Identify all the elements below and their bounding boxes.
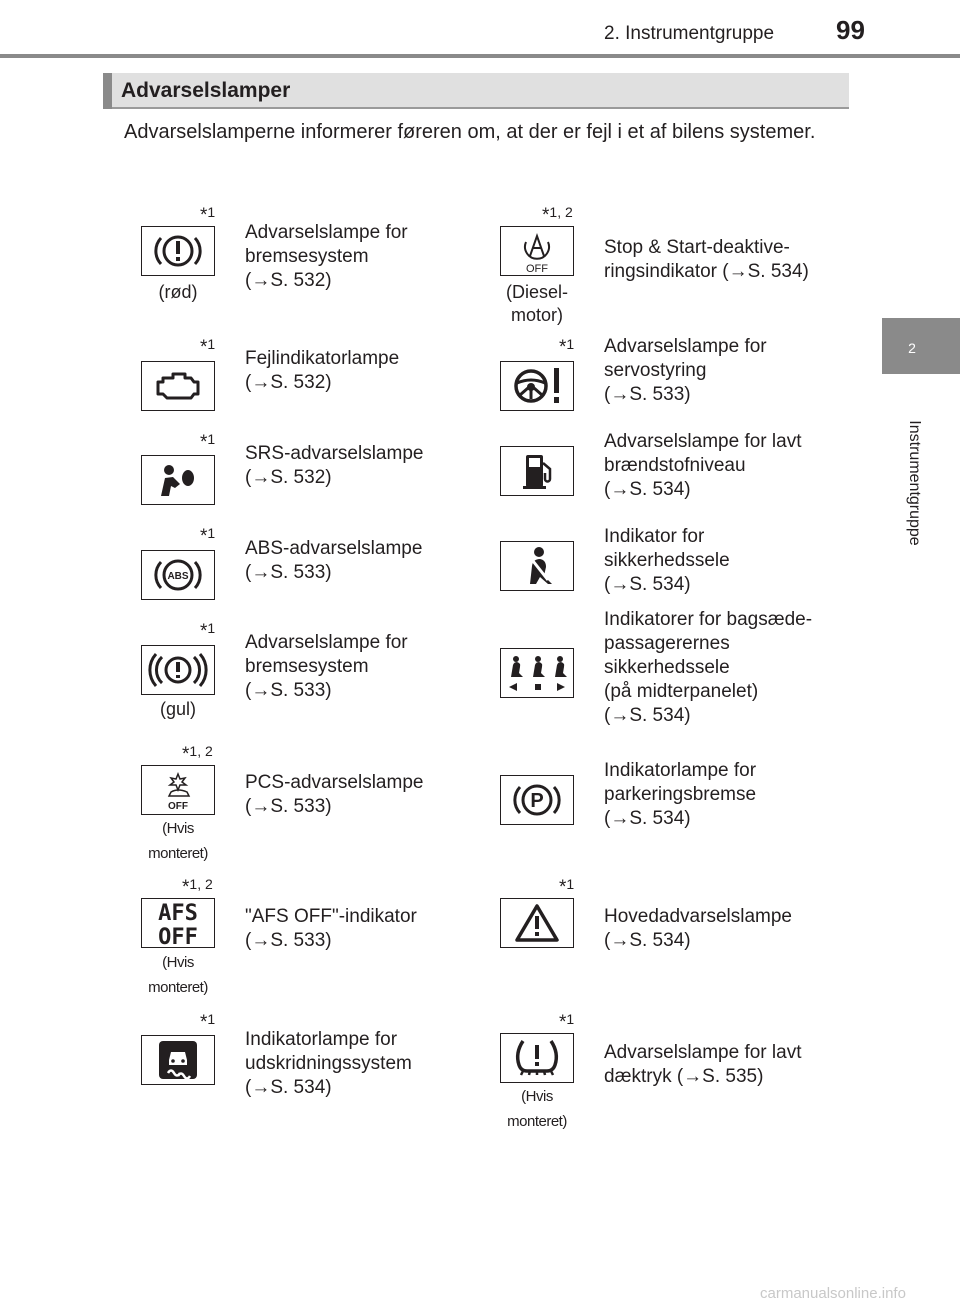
fuel-pump-icon <box>515 449 559 493</box>
lamp-description: ABS-advarselslampe (→S. 533) <box>245 538 423 583</box>
afs-off-icon <box>148 899 208 947</box>
footnote-ref: *1 <box>200 1011 216 1033</box>
lamp-description: "AFS OFF"-indikator (→S. 533) <box>245 906 417 951</box>
lamp-description: Fejlindikatorlampe (→S. 532) <box>245 348 400 393</box>
section-accent <box>103 73 112 109</box>
chapter-number: 2 <box>908 340 916 356</box>
parking-brake-icon <box>507 778 567 822</box>
srs-warning-lamp <box>141 455 215 505</box>
low-fuel-warning-lamp <box>500 446 574 496</box>
svg-text:OFF: OFF <box>526 263 548 274</box>
stop-start-off-indicator <box>500 226 574 276</box>
footnote-ref: *1 <box>200 204 216 226</box>
page-number: 99 <box>836 15 865 45</box>
rear-seatbelt-icon <box>503 653 571 693</box>
lamp-description: Indikatorlampe for udskridningssystem (→S. 534) <box>245 1029 412 1098</box>
chapter-label-container <box>874 373 952 593</box>
seatbelt-reminder-lamp <box>500 541 574 591</box>
svg-text:OFF: OFF <box>158 925 198 947</box>
engine-icon <box>153 368 203 404</box>
watermark: carmanualsonline.info <box>760 1285 906 1302</box>
chapter-label: Instrumentgruppe <box>906 420 923 546</box>
parking-brake-indicator <box>500 775 574 825</box>
svg-text:ABS: ABS <box>167 571 189 582</box>
lamp-description: Indikatorer for bagsæde- passagerernes sikkerhedssele (på midterpanelet) (→S. 534) <box>604 609 813 726</box>
lamp-caption: (rød) <box>158 282 198 302</box>
stop-start-icon <box>512 228 562 274</box>
power-steering-warning-lamp <box>500 361 574 411</box>
section-title: Advarselslamper <box>121 79 291 102</box>
section-heading-bar <box>103 73 849 109</box>
brake-warning-yellow-lamp <box>141 645 215 695</box>
slip-indicator-lamp <box>141 1035 215 1085</box>
slip-icon <box>156 1038 200 1082</box>
intro-paragraph: Advarselslamperne informerer føreren om, at der er fejl i et af bilens systemer. <box>124 121 816 143</box>
lamp-caption: (Hvis monteret) <box>148 954 208 996</box>
abs-icon <box>148 553 208 597</box>
afs-off-indicator <box>141 898 215 948</box>
seatbelt-icon <box>515 544 559 588</box>
footnote-ref: *1 <box>200 336 216 358</box>
lamp-description: Stop & Start-deaktive- ringsindikator (→S. 534) <box>604 237 809 282</box>
steering-wheel-icon <box>509 363 565 409</box>
lamp-description: Advarselslampe for bremsesystem (→S. 533) <box>245 632 408 701</box>
brake-warning-red-lamp <box>141 226 215 276</box>
lamp-description: Advarselslampe for lavt brændstofniveau (→S. 534) <box>604 431 802 500</box>
chapter-tab <box>882 318 960 374</box>
pcs-icon <box>153 768 203 812</box>
lamp-description: Indikator for sikkerhedssele (→S. 534) <box>604 526 730 595</box>
footnote-ref: *1 <box>559 336 575 358</box>
header-rule <box>0 54 960 58</box>
master-warning-lamp <box>500 898 574 948</box>
footnote-ref: *1 <box>200 620 216 642</box>
tire-pressure-icon <box>509 1035 565 1081</box>
footnote-ref: *1 <box>559 1011 575 1033</box>
svg-text:AFS: AFS <box>158 901 198 926</box>
lamp-caption: (Diesel- motor) <box>505 282 568 325</box>
svg-text:P: P <box>530 790 544 812</box>
rear-seatbelt-indicators <box>500 648 574 698</box>
airbag-icon <box>153 460 203 500</box>
footnote-ref: *1, 2 <box>542 204 573 226</box>
lamp-description: Advarselslampe for lavt dæktryk (→S. 535) <box>604 1042 802 1087</box>
warning-triangle-icon <box>512 901 562 945</box>
lamp-description: Indikatorlampe for parkeringsbremse (→S. 534) <box>604 760 757 829</box>
lamp-description: PCS-advarselslampe (→S. 533) <box>245 772 424 817</box>
pcs-warning-lamp <box>141 765 215 815</box>
malfunction-indicator-lamp <box>141 361 215 411</box>
svg-text:OFF: OFF <box>168 801 188 812</box>
brake-icon <box>147 648 209 692</box>
lamp-description: Advarselslampe for bremsesystem (→S. 532) <box>245 222 408 291</box>
footnote-ref: *1, 2 <box>182 743 213 765</box>
lamp-description: Hovedadvarselslampe (→S. 534) <box>604 906 792 951</box>
lamp-caption: (Hvis monteret) <box>507 1088 567 1130</box>
lamp-caption: (gul) <box>159 699 196 719</box>
tire-pressure-warning-lamp <box>500 1033 574 1083</box>
running-header-title: 2. Instrumentgruppe <box>604 23 775 44</box>
footnote-ref: *1 <box>200 525 216 547</box>
footnote-ref: *1 <box>200 431 216 453</box>
lamp-description: Advarselslampe for servostyring (→S. 533) <box>604 336 767 405</box>
lamp-caption: (Hvis monteret) <box>148 820 208 862</box>
footnote-ref: *1, 2 <box>182 876 213 898</box>
brake-icon <box>148 229 208 273</box>
lamp-description: SRS-advarselslampe (→S. 532) <box>245 443 424 488</box>
footnote-ref: *1 <box>559 876 575 898</box>
abs-warning-lamp <box>141 550 215 600</box>
